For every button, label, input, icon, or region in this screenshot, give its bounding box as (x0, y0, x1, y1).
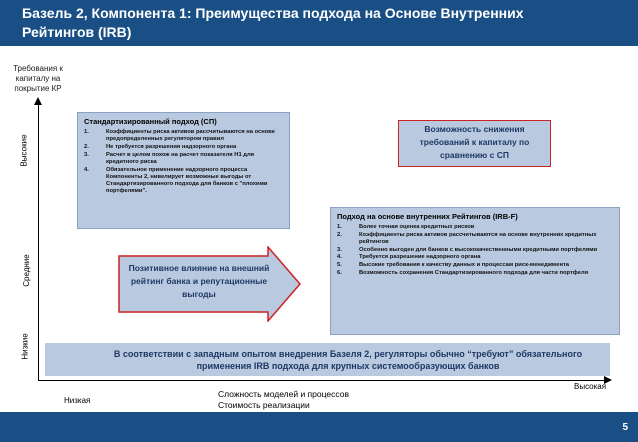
list-item (337, 232, 613, 246)
x-axis-label-line1: Сложность моделей и процессов (218, 389, 349, 399)
y-axis-line (38, 104, 39, 380)
standardized-approach-box (77, 112, 290, 229)
regulator-banner-text: В соответствии с западным опытом внедрения Базеля 2, регуляторы обычно “требуют” обязательного применения IRB подхода для крупных системообразующих банков (113, 349, 583, 371)
slide-title-line2: Рейтингов (IRB) (22, 24, 132, 40)
header-bar (0, 0, 638, 46)
item-number: 4. (84, 166, 89, 173)
item-number: 3. (337, 246, 342, 253)
y-tick-low: Низкие (20, 333, 30, 360)
x-axis-line (38, 380, 604, 381)
list-item (337, 262, 613, 269)
item-number: 3. (84, 151, 89, 158)
item-text: Более точная оценка кредитных рисков (359, 224, 475, 230)
footer-bar (0, 412, 638, 442)
positive-impact-text: Позитивное влияние на внешний рейтинг банка и репутационные выгоды (128, 263, 270, 299)
item-number: 2. (84, 143, 89, 150)
list-item (84, 152, 283, 166)
item-text: Коэффициенты риска активов рассчитываются на основе предопределенных регулятором правил (106, 129, 276, 143)
list-item (337, 270, 613, 277)
list-item (84, 129, 283, 143)
item-number: 5. (337, 262, 342, 269)
x-axis-label-line2: Стоимость реализации (218, 400, 310, 410)
irb-approach-title: Подход на основе внутренних Рейтингов (IRB-F) (337, 212, 518, 221)
item-text: Коэффициенты риска активов рассчитываются на основе внутренних кредитных рейтингов (359, 231, 597, 245)
item-text: Возможность сохранения Стандартизированного подхода для части портфеля (359, 269, 589, 276)
item-text: Расчет в целом похож на расчет показателя Н1 для кредитного риска (106, 151, 255, 165)
regulator-banner (45, 343, 610, 376)
slide-title-line1: Базель 2, Компонента 1: Преимущества подхода на Основе Внутренних (22, 5, 524, 21)
list-item (337, 224, 613, 231)
x-axis-label (218, 389, 349, 411)
item-number: 6. (337, 269, 342, 276)
slide-title (22, 4, 622, 42)
x-axis-high-label: Высокая (574, 382, 607, 391)
item-text: Обязательное применение надзорного процесса Компоненты 2, нивелирует возможные выгоды от Стандартизированного подхода для банков с "плохими портфелями". (106, 166, 268, 195)
item-number: 4. (337, 254, 342, 261)
irb-approach-box (330, 207, 620, 335)
standardized-approach-title: Стандартизированный подход (СП) (84, 117, 217, 126)
x-axis-low-label: Низкая (64, 396, 91, 405)
list-item (337, 247, 613, 254)
irb-approach-list (331, 224, 619, 277)
item-text: Высокие требования к качеству данных и процессам риск-менеджмента (359, 262, 570, 269)
item-text: Не требуется разрешения надзорного органа (106, 143, 237, 150)
list-item (337, 254, 613, 261)
list-item (84, 167, 283, 196)
item-number: 1. (84, 129, 89, 135)
y-tick-medium: Средние (21, 254, 31, 287)
y-tick-high: Высокие (19, 134, 29, 167)
y-axis-label: Требования к капиталу на покрытие КР (13, 64, 63, 93)
capital-reduction-callout: Возможность снижения требований к капиталу по сравнению с СП (398, 120, 551, 167)
standardized-approach-list (78, 129, 289, 195)
item-text: Особенно выгоден для банков с высококачественными кредитными портфелями (359, 246, 598, 253)
page-number: 5 (622, 422, 628, 433)
list-item (84, 144, 283, 151)
item-number: 2. (337, 231, 342, 238)
item-number: 1. (337, 224, 342, 230)
item-text: Требуется разрешение надзорного органа (359, 254, 481, 261)
